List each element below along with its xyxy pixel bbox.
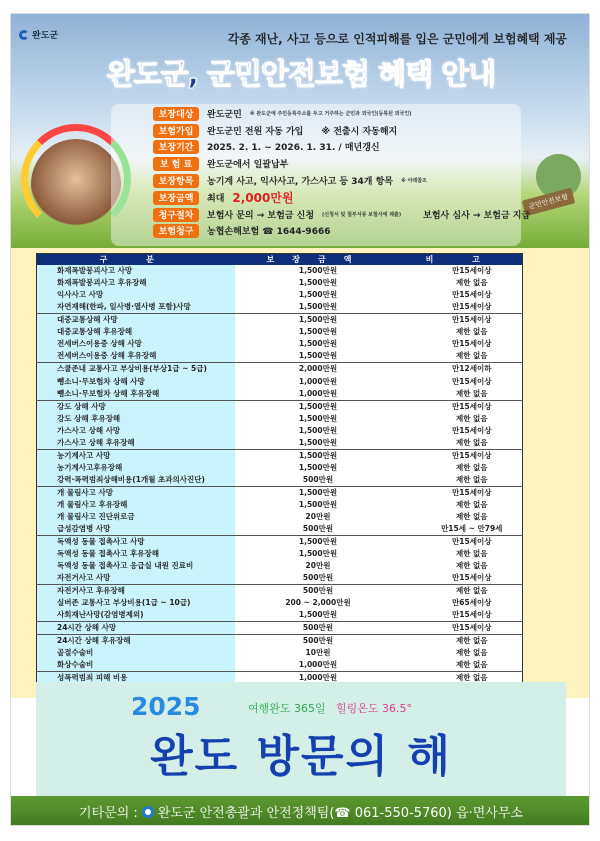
- row-category: 가스사고 상해 사망: [37, 425, 235, 437]
- signpost: 군민안전보험: [522, 188, 575, 217]
- row-remarks: 제한 없음: [402, 672, 523, 685]
- row-amount: 1,500만원: [298, 278, 338, 288]
- row-remarks: 만15세이상: [402, 400, 523, 413]
- row-remarks: 제한 없음: [455, 648, 488, 658]
- row-amount: 1,500만원: [298, 499, 338, 509]
- table-row: [37, 635, 523, 648]
- wando-logo-icon: [19, 30, 29, 40]
- row-amount: 1,500만원: [298, 462, 338, 472]
- row-category: 사회재난사망(감염병제외): [37, 609, 235, 622]
- row-amount: 1,500만원: [298, 425, 338, 435]
- row-remarks: 만65세이상: [452, 598, 492, 608]
- table-row: [37, 560, 523, 572]
- wando-logo-icon: [142, 806, 154, 818]
- row-category: 화상수술비: [37, 659, 235, 672]
- row-category: 화재폭발붕괴사고 후유장해: [37, 277, 235, 289]
- info-row-enroll: [153, 123, 397, 138]
- row-remarks: 제한 없음: [455, 327, 488, 337]
- table-row: [37, 609, 523, 622]
- row-amount: 1,000만원: [235, 672, 402, 685]
- table-row: [37, 474, 523, 487]
- row-amount: 1,500만원: [298, 266, 338, 276]
- row-remarks: 만15세이상: [452, 302, 492, 312]
- row-remarks: 만15세이상: [452, 339, 492, 349]
- row-amount: 1,500만원: [298, 413, 338, 423]
- table-row: [37, 375, 523, 387]
- row-category: 뺑소니·무보험차 상해 사망: [37, 375, 235, 387]
- wando-logo: [19, 28, 58, 41]
- info-label: 보험가입: [153, 124, 199, 138]
- info-row-amount: [153, 190, 294, 205]
- header-remarks: 비 고: [402, 254, 523, 266]
- table-row: [37, 511, 523, 523]
- table-row: [37, 338, 523, 350]
- info-row-items: [153, 173, 427, 188]
- poster: [10, 13, 590, 826]
- row-category: 농기계사고후유장해: [37, 462, 235, 474]
- table-row: [37, 314, 523, 327]
- table-row: [37, 301, 523, 314]
- row-amount: 1,500만원: [298, 327, 338, 337]
- row-category: 성폭력범죄 피해 비용: [37, 672, 235, 685]
- row-category: 24시간 상해 사망: [37, 622, 235, 635]
- row-category: 개 물림사고 진단위로금: [37, 511, 235, 523]
- table-row: [37, 413, 523, 425]
- table-row: [37, 326, 523, 338]
- row-remarks: 제한 없음: [455, 278, 488, 288]
- row-remarks: 만15세이상: [452, 376, 492, 386]
- info-value: 보험사 심사 → 보험금 지급: [423, 211, 531, 221]
- row-remarks: 만15세이상: [402, 622, 523, 635]
- table-row: [37, 572, 523, 585]
- row-category: 24시간 상해 후유장해: [37, 635, 235, 648]
- row-remarks: 만15세이상: [402, 449, 523, 462]
- row-remarks: 만15세이상: [452, 573, 492, 583]
- table-row: [37, 388, 523, 401]
- row-remarks: 제한 없음: [455, 474, 488, 484]
- table-row: [37, 486, 523, 499]
- row-remarks: 제한 없음: [455, 413, 488, 423]
- info-value: 농기계 사고, 익사사고, 가스사고 등 34개 항목: [207, 177, 393, 187]
- subtitle: 각종 재난, 사고 등으로 인적피해를 입은 군민에게 보험혜택 제공: [227, 32, 567, 46]
- info-note: ※ 아래참조: [400, 178, 427, 184]
- table-row: [37, 350, 523, 363]
- row-amount: 1,500만원: [298, 437, 338, 447]
- row-remarks: 제한 없음: [455, 462, 488, 472]
- row-amount: 1,500만원: [235, 536, 402, 549]
- row-category: 강력·폭력범죄상해비용(1개월 초과의사진단): [37, 474, 235, 487]
- row-category: 스쿨존내 교통사고 부상비용(부상1급 ~ 5급): [37, 363, 235, 376]
- row-amount: 200 ~ 2,000만원: [285, 598, 351, 608]
- table-row: [37, 659, 523, 672]
- row-amount: 1,500만원: [298, 339, 338, 349]
- row-amount: 20만원: [305, 561, 331, 571]
- row-amount: 2,000만원: [235, 363, 402, 376]
- title-main: 완도군, 군민안전보험: [106, 57, 369, 91]
- row-remarks: 제한 없음: [455, 660, 488, 670]
- row-remarks: 제한 없음: [455, 499, 488, 509]
- info-value: 완도군민 전원 자동 가입: [207, 127, 304, 137]
- row-category: 강도 상해 사망: [37, 400, 235, 413]
- row-category: 전세버스이용중 상해 후유장해: [37, 350, 235, 363]
- row-amount: 1,500만원: [298, 351, 338, 361]
- row-amount: 500만원: [302, 524, 334, 534]
- table-header: [37, 254, 523, 266]
- banner-main: 완도 방문의 해: [150, 731, 452, 782]
- info-label: 보 험 료: [153, 157, 199, 171]
- row-category: 자전거사고 후유장해: [37, 585, 235, 598]
- table-row: [37, 499, 523, 511]
- row-category: 독액성 동물 접촉사고 사망: [37, 536, 235, 549]
- row-amount: 1,500만원: [298, 290, 338, 300]
- row-category: 전세버스이용중 상해 사망: [37, 338, 235, 350]
- footer-label: 기타문의 :: [79, 806, 138, 821]
- info-label: 청구절차: [153, 208, 199, 222]
- table-row: [37, 585, 523, 598]
- row-category: 골절수술비: [37, 647, 235, 659]
- table-row: [37, 548, 523, 560]
- row-amount: 1,500만원: [235, 486, 402, 499]
- row-amount: 500만원: [235, 635, 402, 648]
- row-remarks: 제한 없음: [455, 437, 488, 447]
- info-value: 2025. 2. 1. ~ 2026. 1. 31. / 매년갱신: [207, 143, 380, 153]
- table-row: [37, 277, 523, 289]
- info-row-premium: [153, 156, 288, 171]
- row-amount: 1,500만원: [298, 549, 338, 559]
- row-remarks: 만15세이상: [452, 266, 492, 276]
- banner-year: 2025: [131, 692, 201, 721]
- row-category: 자연재해(한파, 일사병·열사병 포함)사망: [37, 301, 235, 314]
- info-note: ※ 완도군에 주민등록주소를 두고 거주하는 군민과 외국인(등록된 외국인): [249, 111, 412, 117]
- info-value: 최대: [207, 194, 225, 204]
- coverage-table: [36, 253, 523, 685]
- row-category: 독액성 동물 접촉사고 후유장해: [37, 548, 235, 560]
- row-amount: 500만원: [302, 573, 334, 583]
- row-category: 화재폭발붕괴사고 사망: [37, 265, 235, 277]
- table-row: [37, 597, 523, 609]
- row-remarks: 만15세이상: [402, 486, 523, 499]
- row-remarks: 만12세이하: [402, 363, 523, 376]
- info-label: 보장기간: [153, 140, 199, 154]
- row-amount: 1,500만원: [298, 610, 338, 620]
- row-category: 대중교통상해 사망: [37, 314, 235, 327]
- row-amount: 500만원: [235, 622, 402, 635]
- row-amount: 1,500만원: [235, 400, 402, 413]
- table-row: [37, 622, 523, 635]
- info-value: 농협손해보험 ☎ 1644-9666: [207, 227, 331, 237]
- row-remarks: 만15세이상: [452, 290, 492, 300]
- row-remarks: 제한 없음: [455, 511, 488, 521]
- table-row: [37, 363, 523, 376]
- row-remarks: 제한 없음: [455, 388, 488, 398]
- info-row-claim-process: [153, 207, 530, 222]
- info-note: (신청서 및 첨부서류 보험사에 제출): [322, 212, 402, 218]
- header-category: 구 분: [37, 254, 235, 266]
- row-amount: 1,000만원: [298, 388, 338, 398]
- table-row: [37, 265, 523, 277]
- table-row: [37, 523, 523, 536]
- row-remarks: 제한 없음: [455, 549, 488, 559]
- info-row-claim-contact: [153, 223, 330, 238]
- table-row: [37, 400, 523, 413]
- info-row-target: [153, 106, 411, 121]
- table-row: [37, 425, 523, 437]
- row-amount: 1,500만원: [235, 449, 402, 462]
- row-category: 대중교통상해 후유장해: [37, 326, 235, 338]
- info-row-period: [153, 139, 380, 154]
- row-remarks: 만15세이상: [452, 425, 492, 435]
- header-amount: 보장금액: [235, 254, 402, 266]
- title-accent: 혜택 안내: [378, 57, 496, 91]
- logo-text: 완도군: [32, 31, 59, 41]
- footer-contact: [11, 796, 590, 826]
- row-amount: 1,500만원: [298, 302, 338, 312]
- banner-slogan-travel: 여행완도 365일: [248, 702, 326, 715]
- table-row: [37, 647, 523, 659]
- row-category: 독액성 동물 접촉사고 응급실 내원 진료비: [37, 560, 235, 572]
- row-amount: 1,500만원: [235, 314, 402, 327]
- row-category: 가스사고 상해 후유장해: [37, 437, 235, 450]
- info-label: 보험청구: [153, 224, 199, 238]
- row-amount: 500만원: [302, 474, 334, 484]
- table-row: [37, 437, 523, 450]
- row-category: 실버존 교통사고 부상비용(1급 ~ 10급): [37, 597, 235, 609]
- row-amount: 1,000만원: [298, 660, 338, 670]
- info-label: 보장금액: [153, 191, 199, 205]
- info-label: 보장대상: [153, 107, 199, 121]
- row-remarks: 만15세 ~ 만79세: [441, 524, 503, 534]
- visit-year-banner: [36, 682, 566, 807]
- table-row: [37, 536, 523, 549]
- row-category: 익사사고 사망: [37, 289, 235, 301]
- info-value: 보험사 문의 → 보험금 신청: [207, 211, 315, 221]
- row-amount: 20만원: [305, 511, 331, 521]
- row-category: 급성감염병 사망: [37, 523, 235, 536]
- row-remarks: 제한 없음: [455, 561, 488, 571]
- row-category: 강도 상해 후유장해: [37, 413, 235, 425]
- footer-text: 완도군 안전총괄과 안전정책팀(☎ 061-550-5760) 읍·면사무소: [157, 806, 523, 821]
- banner-slogan-healing: 힐링온도 36.5°: [336, 702, 412, 715]
- row-category: 농기계사고 사망: [37, 449, 235, 462]
- row-remarks: 만15세이상: [452, 610, 492, 620]
- row-amount: 500만원: [235, 585, 402, 598]
- table-row: [37, 449, 523, 462]
- page-title: [11, 52, 590, 93]
- info-value: 완도군에서 일괄납부: [207, 160, 289, 170]
- row-category: 뺑소니·무보험차 상해 후유장해: [37, 388, 235, 401]
- row-remarks: 만15세이상: [402, 314, 523, 327]
- row-category: 개 물림사고 사망: [37, 486, 235, 499]
- info-panel: [111, 104, 531, 246]
- row-remarks: 제한 없음: [402, 635, 523, 648]
- info-highlight: 2,000만원: [232, 191, 294, 205]
- row-remarks: 만15세이상: [402, 536, 523, 549]
- row-category: 자전거사고 사망: [37, 572, 235, 585]
- family-photo: [31, 139, 121, 239]
- info-note: ※ 전출시 자동해지: [321, 127, 398, 137]
- table-row: [37, 289, 523, 301]
- info-value: 완도군민: [207, 110, 242, 120]
- row-amount: 1,000만원: [298, 376, 338, 386]
- table-row: [37, 462, 523, 474]
- row-remarks: 제한 없음: [402, 585, 523, 598]
- row-remarks: 제한 없음: [455, 351, 488, 361]
- row-amount: 10만원: [305, 648, 331, 658]
- row-category: 개 물림사고 후유장해: [37, 499, 235, 511]
- info-label: 보장항목: [153, 174, 199, 188]
